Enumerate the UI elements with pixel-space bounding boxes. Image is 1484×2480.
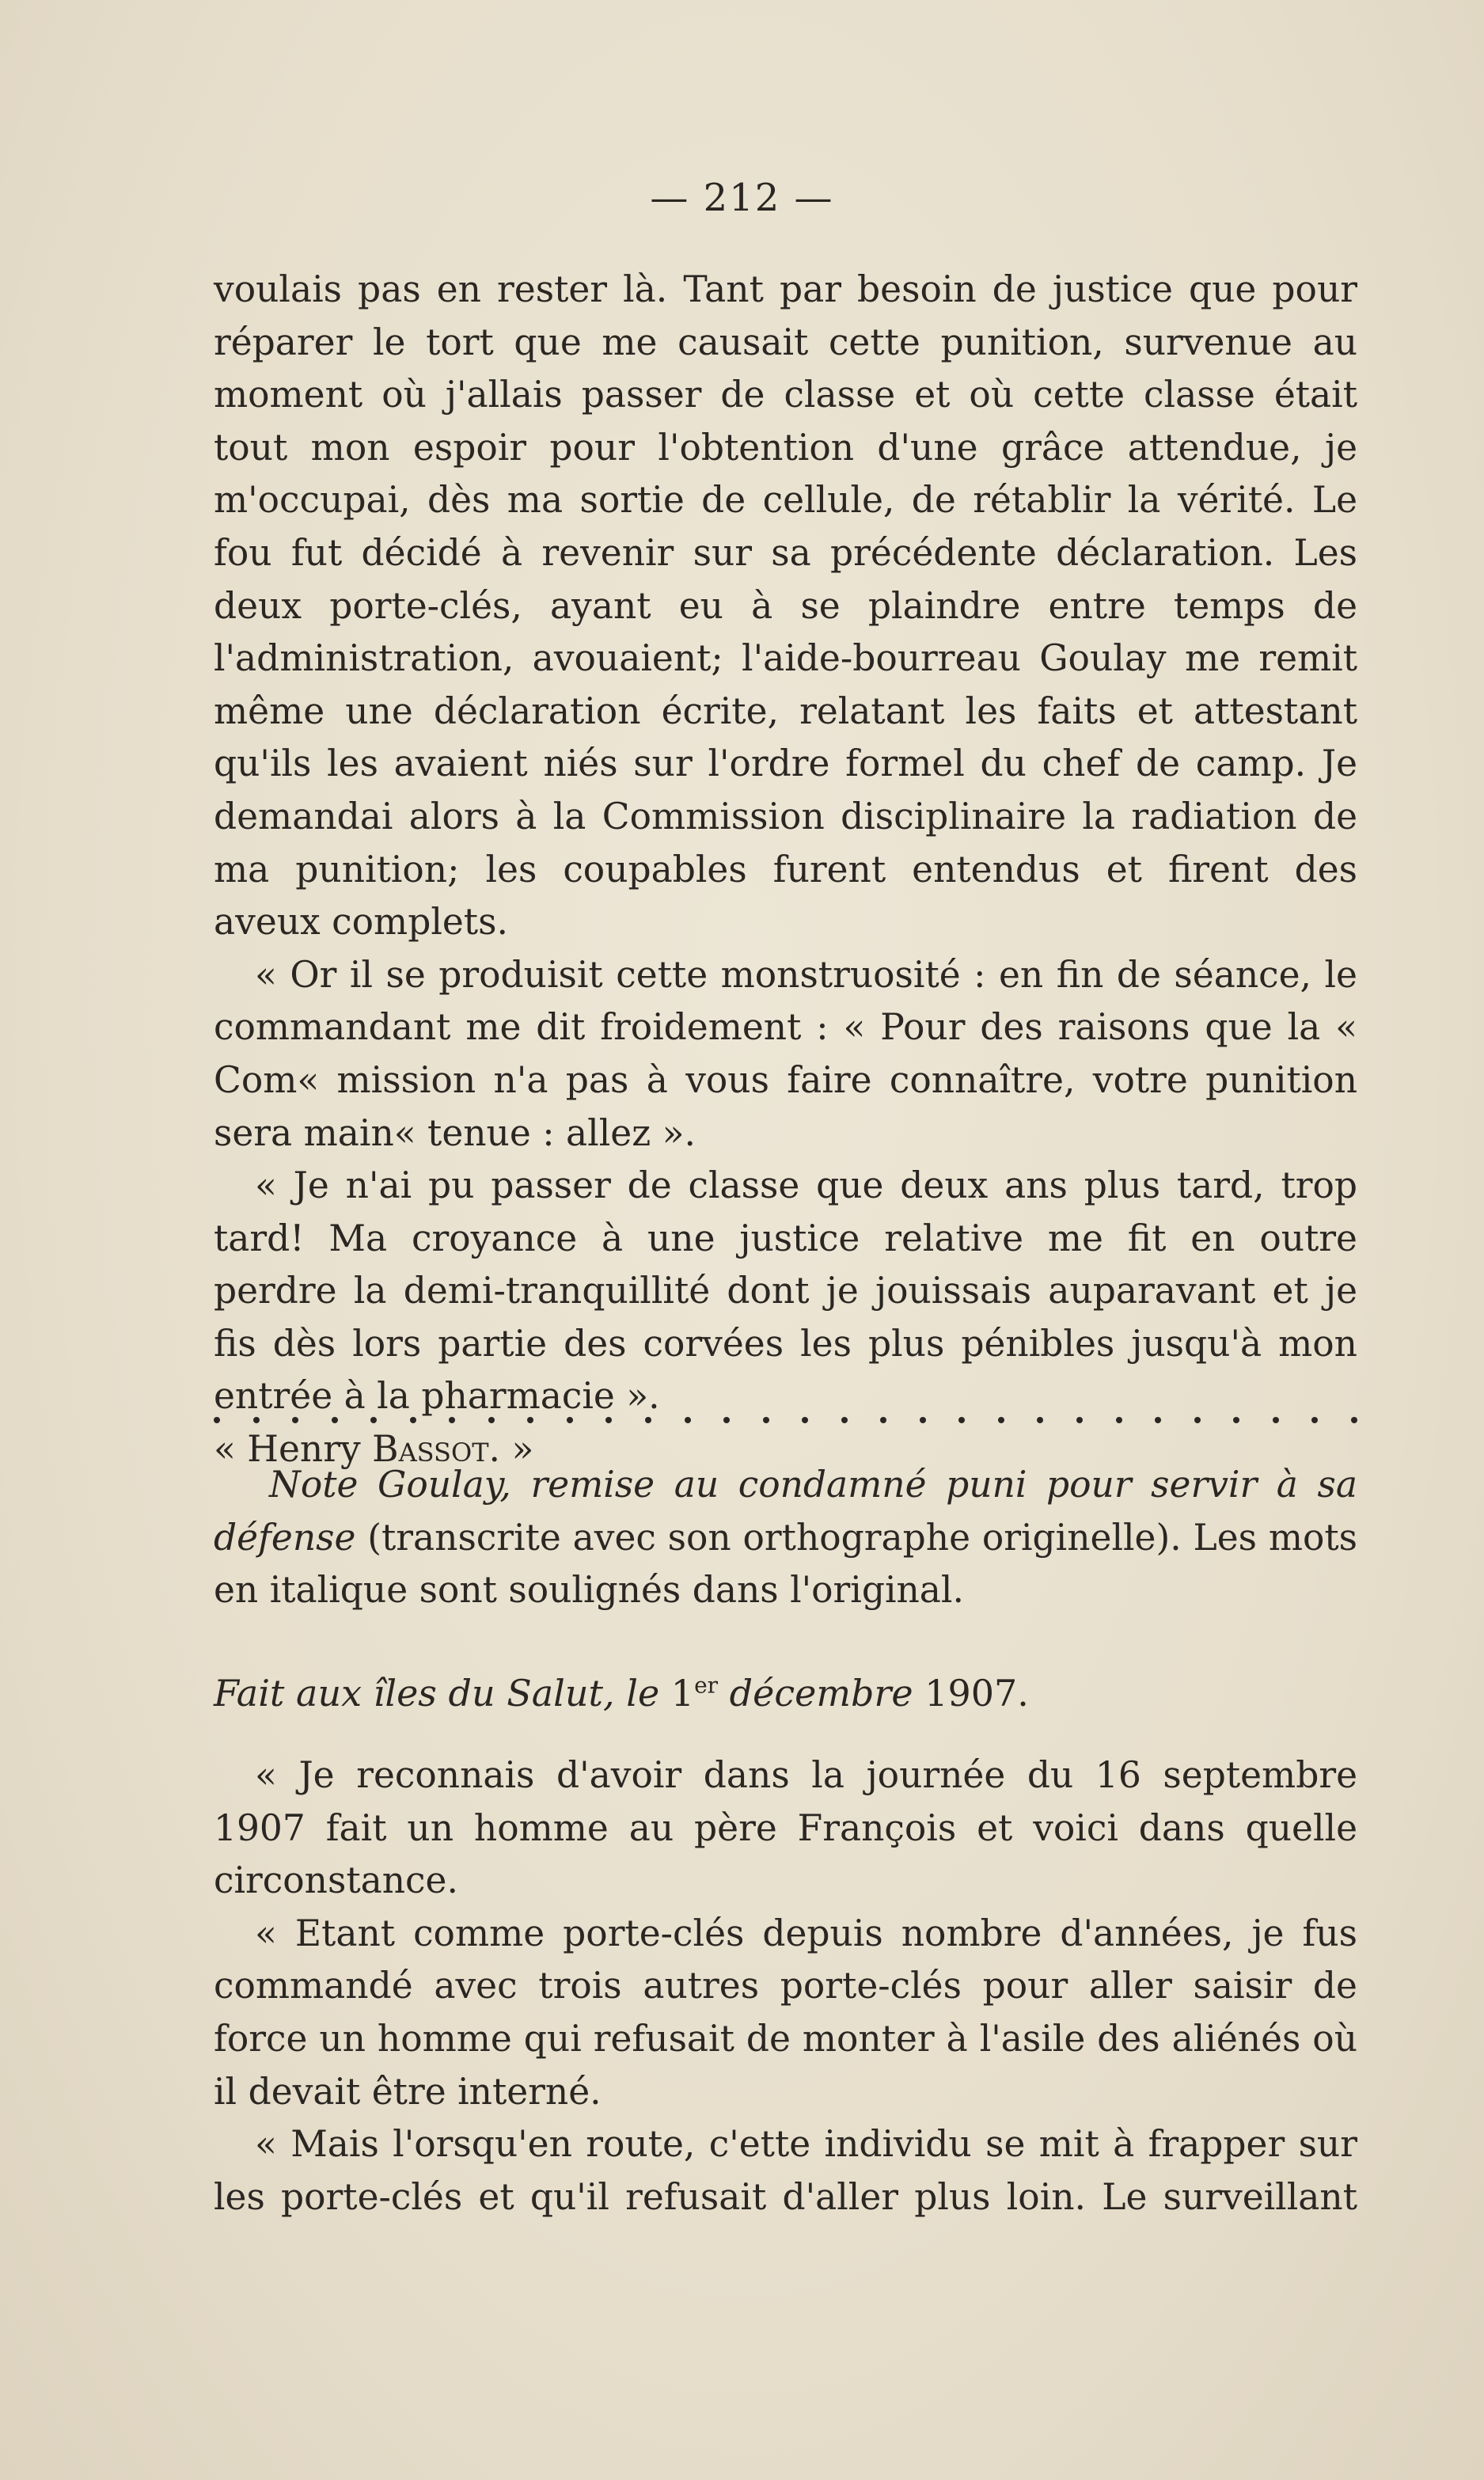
separator-dots bbox=[214, 1417, 1357, 1433]
paragraph: « Etant comme porte-clés depuis nombre d'années, je fus commandé avec trois autres porte-clés pour aller saisir de force un homme qui refusait de monter à l'asile des aliénés où il devait être interné. bbox=[214, 1912, 1357, 2113]
note-title: Note Goulay, remise au condamné puni pour servir à sa défense bbox=[214, 1464, 1357, 1559]
note-heading bbox=[214, 1459, 1357, 1617]
signature: « Henry Bassot. » bbox=[214, 1428, 534, 1471]
paragraph: voulais pas en rester là. Tant par besoin de justice que pour réparer le tort que me causait cette punition, survenue au moment où j'allais passer de classe et où cette classe était tout mon espoir pour l'obtention d'une grâce attendue, je m'occupai, dès ma sortie de cellule, de rétablir la vérité. Le fou fut décidé à revenir sur sa précédente déclaration. Les deux porte-clés, ayant eu à se plaindre entre temps de l'administration, avouaient; l'aide-bourreau Goulay me remit même une déclaration écrite, relatant les faits et attestant qu'ils les avaient niés sur l'ordre formel du chef de camp. Je demandai alors à la Commission disciplinaire la radiation de ma punition; les coupables furent entendus et firent des aveux complets. bbox=[214, 268, 1357, 944]
letter-text bbox=[214, 1749, 1357, 2224]
paragraph: « Je n'ai pu passer de classe que deux ans plus tard, trop tard! Ma croyance à une justice relative me fit en outre perdre la demi-tranquillité dont je jouissais auparavant et je fis dès lors partie des corvées les plus pénibles jusqu'à mon entrée à la pharmacie ». bbox=[214, 1164, 1357, 1418]
paragraph: « Je reconnais d'avoir dans la journée du 16 septembre 1907 fait un homme au père François et voici dans quelle circonstance. bbox=[214, 1754, 1357, 1902]
note-description: (transcrite avec son orthographe originelle). Les mots en italique sont soulignés dans l'original. bbox=[214, 1516, 1357, 1612]
main-text bbox=[214, 264, 1357, 1476]
paragraph: « Mais l'orsqu'en route, c'ette individu se mit à frapper sur les porte-clés et qu'il refusait d'aller plus loin. Le surveillant bbox=[214, 2123, 1357, 2218]
paragraph: « Or il se produisit cette monstruosité : en fin de séance, le commandant me dit froidement : « Pour des raisons que la « Com« mission n'a pas à vous faire connaître, votre punition sera main« tenue : allez ». bbox=[214, 953, 1357, 1154]
page-number: — 212 — bbox=[650, 176, 834, 220]
dateline: Fait aux îles du Salut, le 1er décembre 1907. bbox=[214, 1672, 1029, 1715]
